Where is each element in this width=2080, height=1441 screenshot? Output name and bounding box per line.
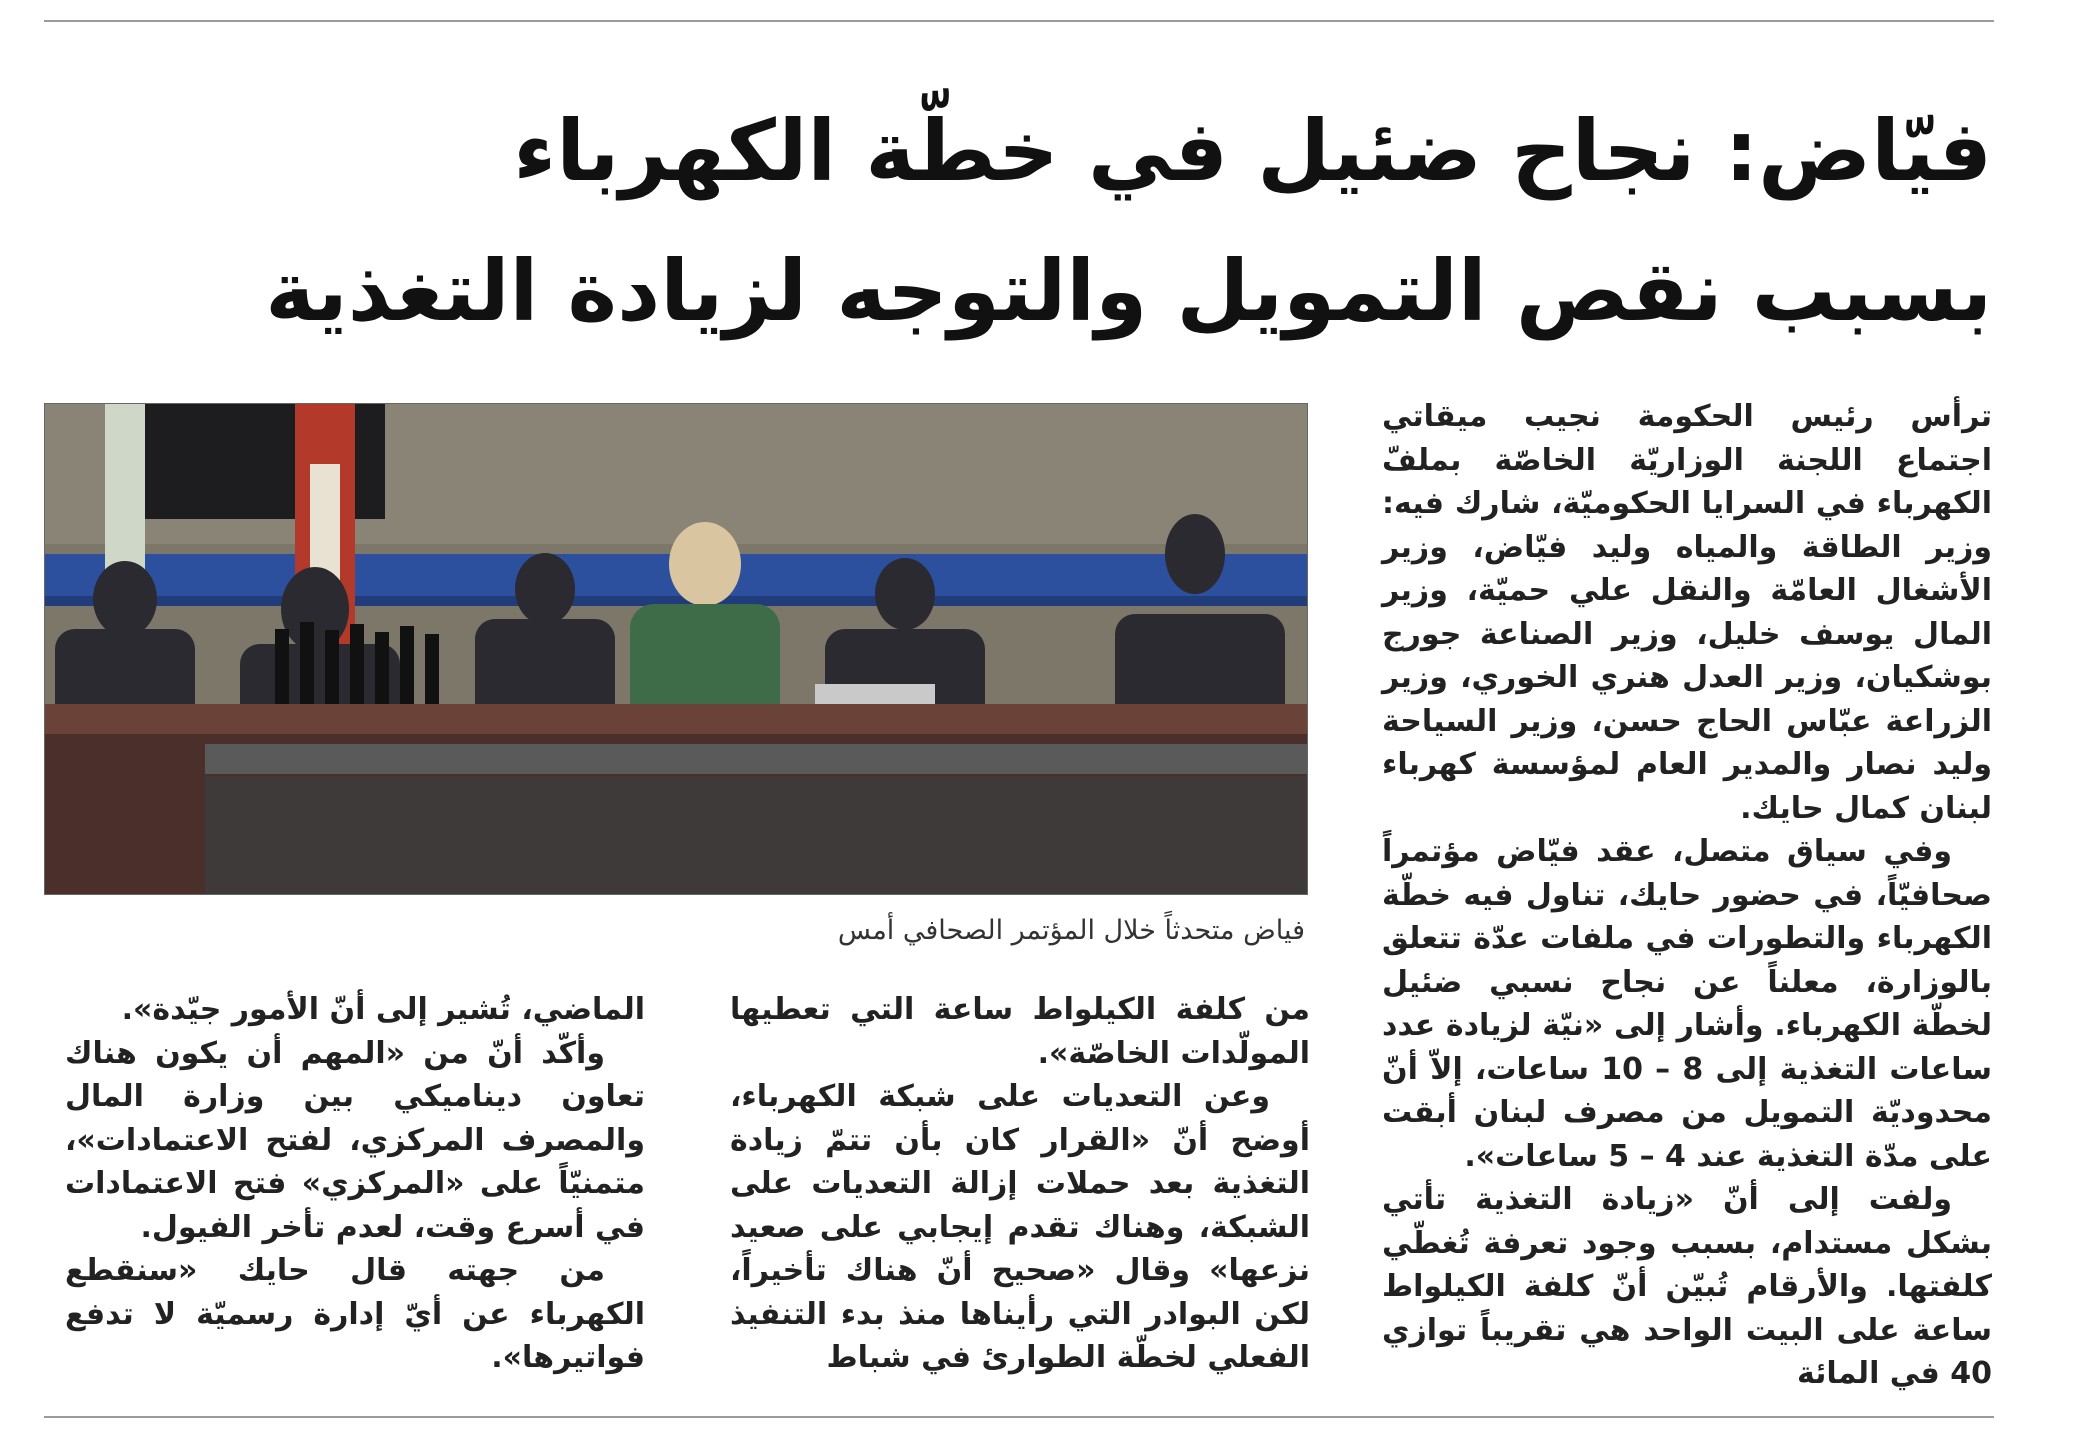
article-column-1 bbox=[1382, 395, 1992, 1396]
paragraph: الماضي، تُشير إلى أنّ الأمور جيّدة». bbox=[121, 992, 645, 1027]
paragraph: وفي سياق متصل، عقد فيّاض مؤتمراً صحافيّاً، في حضور حايك، تناول فيه خطّة الكهرباء والتطورات في ملفات عدّة تتعلق بالوزارة، معلناً عن نجاح نسبي ضئيل لخطّة الكهرباء. وأشار إلى «نيّة لزيادة عدد ساعات التغذية إلى 8 – 10 ساعات، إلاّ أنّ محدوديّة التمويل من مصرف لبنان أبقت على مدّة التغذية عند 4 – 5 ساعات». bbox=[1382, 834, 1993, 1174]
top-rule bbox=[44, 20, 1994, 22]
headline-line-1: فيّاض: نجاح ضئيل في خطّة الكهرباء bbox=[513, 102, 1992, 200]
paragraph: وعن التعديات على شبكة الكهرباء، أوضح أنّ «القرار كان بأن تتمّ زيادة التغذية بعد حملات إزالة التعديات على الشبكة، وهناك تقدم إيجابي على صعيد نزعها» وقال «صحيح أنّ هناك تأخيراً، لكن البوادر التي رأيناها منذ بدء التنفيذ الفعلي لخطّة الطوارئ في شباط bbox=[730, 1079, 1310, 1375]
photo-caption: فياض متحدثاً خلال المؤتمر الصحافي أمس bbox=[837, 915, 1305, 946]
paragraph: ولفت إلى أنّ «زيادة التغذية تأتي بشكل مستدام، بسبب وجود تعرفة تُغطّي كلفتها. والأرقام تُبيّن أنّ كلفة الكيلواط ساعة على البيت الواحد هي تقريباً توازي 40 في المائة bbox=[1382, 1182, 1992, 1391]
article-column-2 bbox=[730, 988, 1310, 1380]
paragraph: من كلفة الكيلواط ساعة التي تعطيها المولّدات الخاصّة». bbox=[730, 992, 1310, 1071]
headline-line-2: بسبب نقص التمويل والتوجه لزيادة التغذية bbox=[265, 242, 1992, 340]
article-column-3 bbox=[65, 988, 645, 1380]
bottom-rule bbox=[44, 1416, 1994, 1418]
paragraph: وأكّد أنّ من «المهم أن يكون هناك تعاون ديناميكي بين وزارة المال والمصرف المركزي، لفتح الاعتمادات»، متمنيّاً على «المركزي» فتح الاعتمادات في أسرع وقت، لعدم تأخر الفيول. bbox=[65, 1035, 645, 1245]
paragraph: من جهته قال حايك «سنقطع الكهرباء عن أيّ إدارة رسميّة لا تدفع فواتيرها». bbox=[65, 1253, 645, 1375]
paragraph: ترأس رئيس الحكومة نجيب ميقاتي اجتماع اللجنة الوزاريّة الخاصّة بملفّ الكهرباء في السرايا الحكوميّة، شارك فيه: وزير الطاقة والمياه وليد فيّاض، وزير الأشغال العامّة والنقل علي حميّة، وزير المال يوسف خليل، وزير الصناعة جورج بوشكيان، وزير العدل هنري الخوري، وزير الزراعة عبّاس الحاج حسن، وزير السياحة وليد نصار والمدير العام لمؤسسة كهرباء لبنان كمال حايك. bbox=[1382, 399, 1992, 826]
press-conference-photo bbox=[44, 403, 1308, 895]
